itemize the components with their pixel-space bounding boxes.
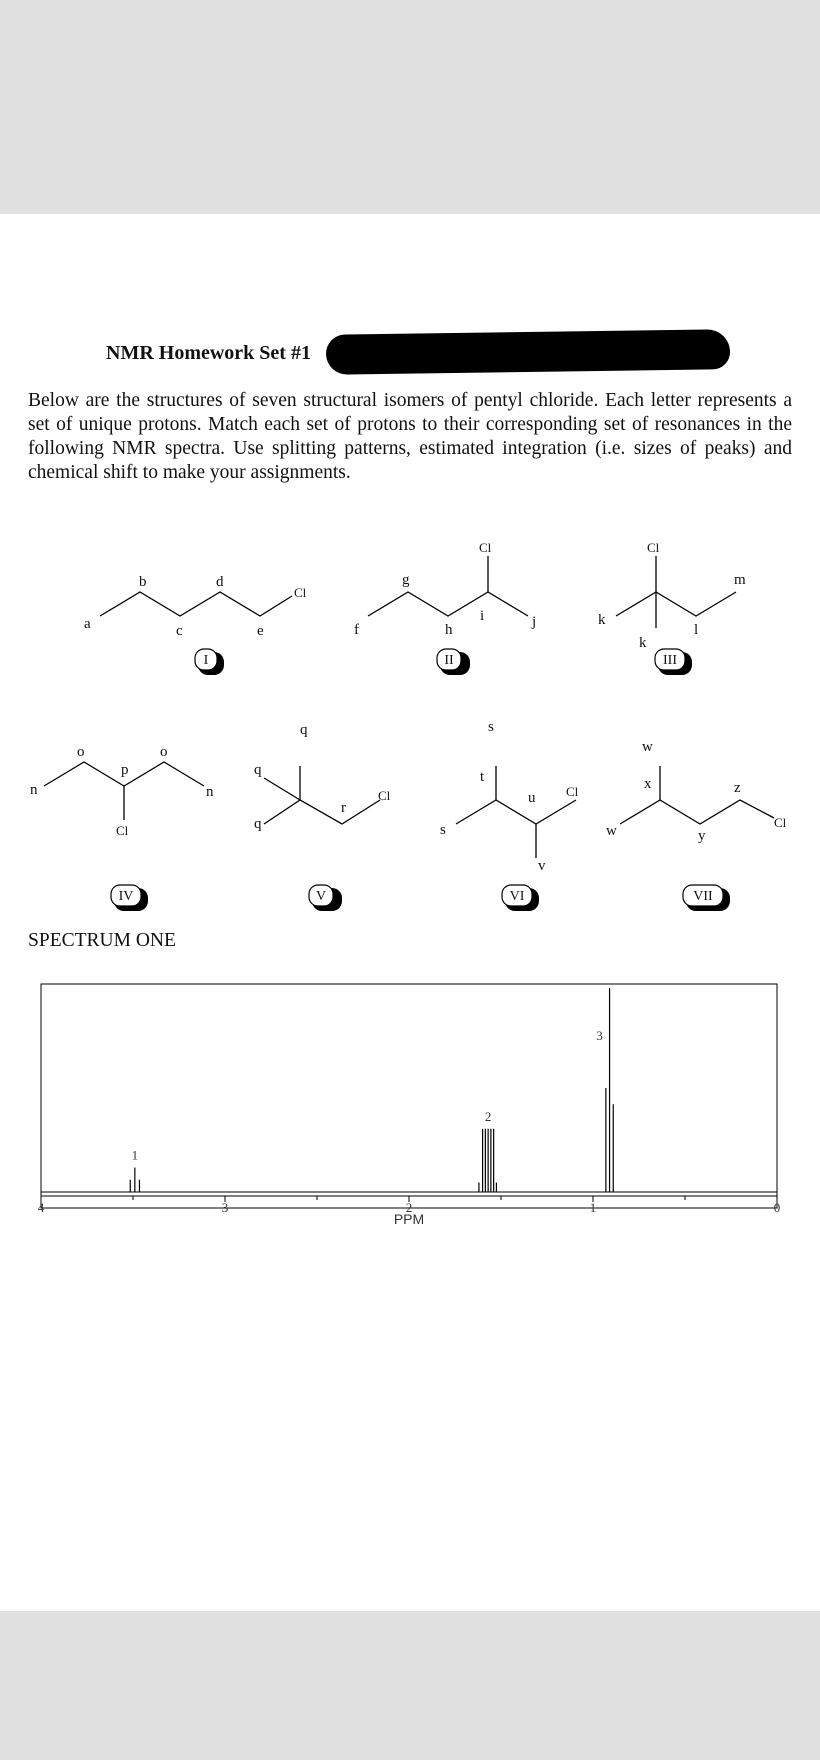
proton-label-q2: q <box>254 762 262 778</box>
chlorine-label: Cl <box>566 784 579 799</box>
numeral-badge-II <box>437 649 470 675</box>
proton-label-p: p <box>121 762 129 778</box>
proton-label-h: h <box>445 622 453 638</box>
proton-label-u: u <box>528 790 536 806</box>
proton-label-q3: q <box>254 816 262 832</box>
structure-numerals <box>111 649 730 911</box>
numeral-VI: VI <box>509 889 525 904</box>
tick-label: 1 <box>589 1200 597 1215</box>
proton-label-b: b <box>139 574 147 590</box>
proton-label-o: o <box>77 744 85 760</box>
proton-label-i: i <box>480 608 485 624</box>
tick-label: 2 <box>405 1200 413 1215</box>
proton-label-y: y <box>698 828 706 844</box>
spectrum-peaks <box>41 988 777 1196</box>
chlorine-label: Cl <box>479 540 492 555</box>
redaction-mark <box>326 329 731 375</box>
numeral-III: III <box>663 653 677 668</box>
numeral-I: I <box>203 653 209 668</box>
proton-label-w2: w <box>606 823 617 839</box>
plot-frame <box>41 984 777 1208</box>
chlorine-label: Cl <box>378 788 391 803</box>
proton-label-z: z <box>734 780 741 796</box>
proton-label-k: k <box>598 612 606 628</box>
proton-label-o2: o <box>160 744 168 760</box>
proton-label-f: f <box>354 622 359 638</box>
chlorine-label: Cl <box>116 823 129 838</box>
proton-label-v: v <box>538 858 546 874</box>
peak-label: 3 <box>596 1028 603 1043</box>
proton-label-s2: s <box>440 822 446 838</box>
proton-label-c: c <box>176 623 183 639</box>
proton-label-d: d <box>216 574 224 590</box>
peak-label: 1 <box>131 1147 139 1163</box>
proton-label-n: n <box>30 782 38 798</box>
peak-label: 2 <box>484 1108 492 1124</box>
proton-label-m: m <box>734 572 746 588</box>
x-axis-label: PPM <box>393 1211 425 1227</box>
document-page <box>0 214 820 1611</box>
chlorine-label: Cl <box>647 540 660 555</box>
numeral-badge-I <box>195 649 224 675</box>
proton-label-k2: k <box>639 635 647 651</box>
numeral-badge-VII <box>683 885 730 911</box>
tick-label: 0 <box>773 1200 781 1215</box>
proton-label-s: s <box>488 719 494 735</box>
proton-label-t: t <box>480 769 485 785</box>
proton-label-g: g <box>402 572 410 588</box>
spectrum-heading: SPECTRUM ONE <box>28 930 176 951</box>
structures-figure <box>0 534 820 934</box>
numeral-badge-III <box>655 649 692 675</box>
numeral-badge-IV <box>111 885 148 911</box>
tick-label: 3 <box>221 1200 229 1215</box>
tick-label: 4 <box>37 1200 45 1215</box>
proton-label-j: j <box>532 614 537 630</box>
page-title: NMR Homework Set #1 <box>106 342 311 364</box>
chlorine-label: Cl <box>774 815 787 830</box>
proton-label-q: q <box>300 722 308 738</box>
instructions-paragraph: Below are the structures of seven structural isomers of pentyl chloride. Each letter represents a set of unique protons. Match each set of protons to their corresponding set of resonances in the following NMR spectra. Use splitting patterns, estimated integration (i.e. sizes of peaks) and chemical shift to make your assignments. <box>28 390 792 483</box>
numeral-badge-VI <box>502 885 539 911</box>
numeral-IV: IV <box>118 889 134 904</box>
proton-label-l: l <box>694 622 699 638</box>
proton-label-n2: n <box>206 784 214 800</box>
numeral-badge-V <box>309 885 342 911</box>
chlorine-label: Cl <box>294 585 307 600</box>
proton-label-a: a <box>84 616 91 632</box>
numeral-V: V <box>315 889 327 904</box>
structure-bonds <box>44 556 774 858</box>
proton-label-r: r <box>341 800 346 816</box>
proton-label-w: w <box>642 739 653 755</box>
proton-label-x: x <box>644 776 652 792</box>
numeral-VII: VII <box>693 889 713 904</box>
numeral-II: II <box>444 653 454 668</box>
proton-labels <box>30 572 746 874</box>
proton-label-e: e <box>257 623 264 639</box>
nmr-spectrum-chart <box>0 974 820 1234</box>
